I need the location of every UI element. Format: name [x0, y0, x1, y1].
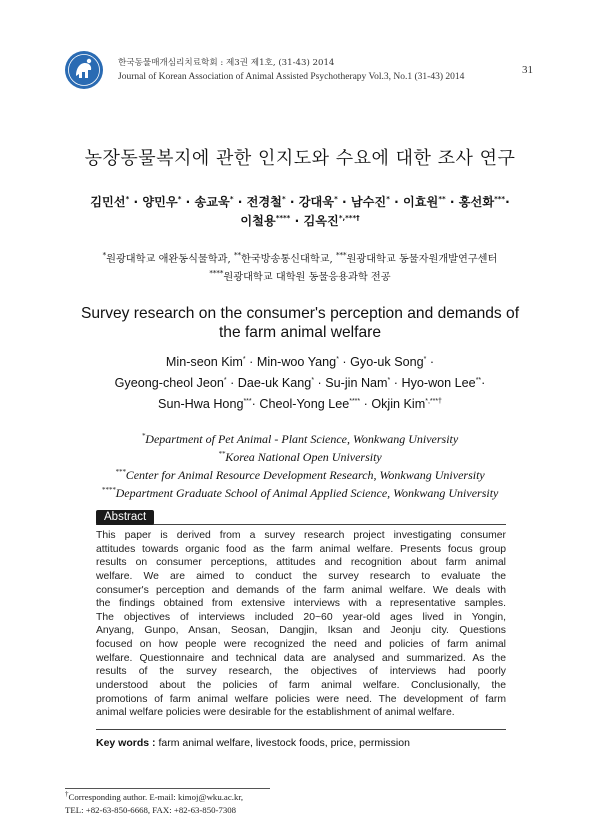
page-number: 31 — [522, 64, 533, 76]
abstract-line: This paper is derived from a survey research project investigating consumer — [96, 530, 506, 541]
abstract-line: consumer's perception and demands of the farm animal welfare. We deals with — [96, 584, 506, 596]
abstract-line: results on consumer perceptions, attitudes and recognition about farm animal — [96, 557, 506, 569]
abstract-line: promotions of farm animal welfare policies were need. The development of farm — [96, 693, 506, 705]
author-en: Cheol-Yong Lee**** — [259, 397, 361, 411]
author-en: Dae-uk Kang* — [237, 376, 315, 390]
abstract-line: focused on how people were recognized the need and policies of farm animal — [96, 639, 506, 651]
authors-korean-line1: 김민선* · 양민우* · 송교욱* · 전경철* · 강대욱* · 남수진* · 이효원** · 홍선화***· — [90, 194, 510, 209]
affiliation-english-2: **Korea National Open University — [218, 450, 382, 464]
affiliation-english-4: ****Department Graduate School of Animal Applied Science, Wonkwang University — [101, 486, 499, 500]
author-ko: 송교욱* — [194, 194, 234, 209]
abstract-top-rule — [96, 524, 506, 525]
authors-korean-line2: 이철용**** · 김옥진*,***† — [240, 213, 360, 228]
author-en: Gyo-uk Song* — [350, 355, 427, 369]
title-english-line2: the farm animal welfare — [218, 324, 382, 341]
abstract-line: The objectives of interviews included 20~60 year-old ages lived in Yongin, — [96, 611, 506, 623]
keywords-text: farm animal welfare, livestock foods, price, permission — [158, 737, 410, 749]
author-ko: 홍선화*** — [458, 194, 506, 209]
author-ko: 이효원** — [403, 194, 446, 209]
author-ko: 강대욱* — [298, 194, 338, 209]
author-en: Min-woo Yang* — [256, 355, 339, 369]
author-en: Min-seon Kim* — [165, 355, 246, 369]
keywords — [96, 737, 410, 749]
author-ko: 김옥진*,***† — [303, 213, 360, 228]
author-ko: 이철용**** — [240, 213, 291, 228]
abstract-line: understood about the policies of farm animal welfare. Conclusionally, the — [96, 680, 506, 692]
journal-header-english: Journal of Korean Association of Animal Assisted Psychotherapy Vol.3, No.1 (31-43) 2014 — [118, 72, 465, 82]
abstract-bottom-rule — [96, 729, 506, 730]
authors-english-line3: Sun-Hwa Hong***· Cheol-Yong Lee**** · Okjin Kim*,***† — [158, 397, 442, 411]
abstract-line: results of the survey research, the objectives of interviews had poorly — [96, 666, 506, 678]
author-en: Okjin Kim*,***† — [371, 397, 442, 411]
author-en: Gyeong-cheol Jeon* — [114, 376, 227, 390]
keywords-label: Key words : — [96, 737, 156, 749]
author-ko: 김민선* — [90, 194, 130, 209]
affiliation-english-1: *Department of Pet Animal - Plant Science, Wonkwang University — [141, 432, 459, 446]
footnote-contact: TEL: +82-63-850-6668, FAX: +82-63-850-7308 — [65, 805, 237, 815]
journal-logo-icon — [64, 50, 104, 90]
title-korean: 농장동물복지에 관한 인지도와 수요에 대한 조사 연구 — [84, 148, 516, 169]
authors-english-line1: Min-seon Kim* · Min-woo Yang* · Gyo-uk Song* · — [165, 355, 435, 369]
abstract-line: the findings obtained from extensive interviews with a representative samples. — [96, 598, 506, 610]
author-en: Sun-Hwa Hong*** — [158, 397, 252, 411]
author-en: Su-jin Nam* — [325, 376, 391, 390]
abstract-line: Anyang, Gunpo, Ansan, Seosan, Dangjin, Iksan and Jeonju city. Questions — [96, 625, 506, 637]
authors-english-line2: Gyeong-cheol Jeon* · Dae-uk Kang* · Su-jin Nam* · Hyo-won Lee**· — [114, 376, 486, 390]
affiliations-korean-line1: *원광대학교 애완동식물학과, **한국방송통신대학교, ***원광대학교 동물자원개발연구센터 — [102, 251, 498, 265]
abstract-label: Abstract — [96, 510, 154, 525]
footnote-corresponding-author: †Corresponding author. E-mail: kimoj@wku.ac.kr, — [65, 790, 244, 802]
affiliations-korean-line2: ****원광대학교 대학원 동물응용과학 전공 — [209, 269, 391, 283]
author-ko: 전경철* — [246, 194, 286, 209]
title-english-line1: Survey research on the consumer's perception and demands of — [80, 305, 520, 322]
author-en: Hyo-won Lee** — [401, 376, 482, 390]
journal-header-korean: 한국동물매개심리치료학회 : 제3권 제1호, (31-43) 2014 — [118, 58, 335, 68]
abstract-body — [96, 529, 506, 720]
abstract-line: welfare. Questionnaire and technical data are analysed and summarized. As the — [96, 652, 506, 664]
footnote-rule — [65, 788, 270, 789]
affiliation-english-3: ***Center for Animal Resource Development Research, Wonkwang University — [115, 468, 485, 482]
abstract-line: attitudes towards organic food as the farm animal welfare. Presents focus group — [96, 543, 506, 555]
abstract-line: animal welfare policies were desirable for the establishment of animal welfare. — [96, 707, 455, 719]
author-ko: 양민우* — [142, 194, 182, 209]
abstract-line: welfare. We are aimed to conduct the survey research to evaluate the — [96, 570, 506, 582]
author-ko: 남수진* — [350, 194, 390, 209]
